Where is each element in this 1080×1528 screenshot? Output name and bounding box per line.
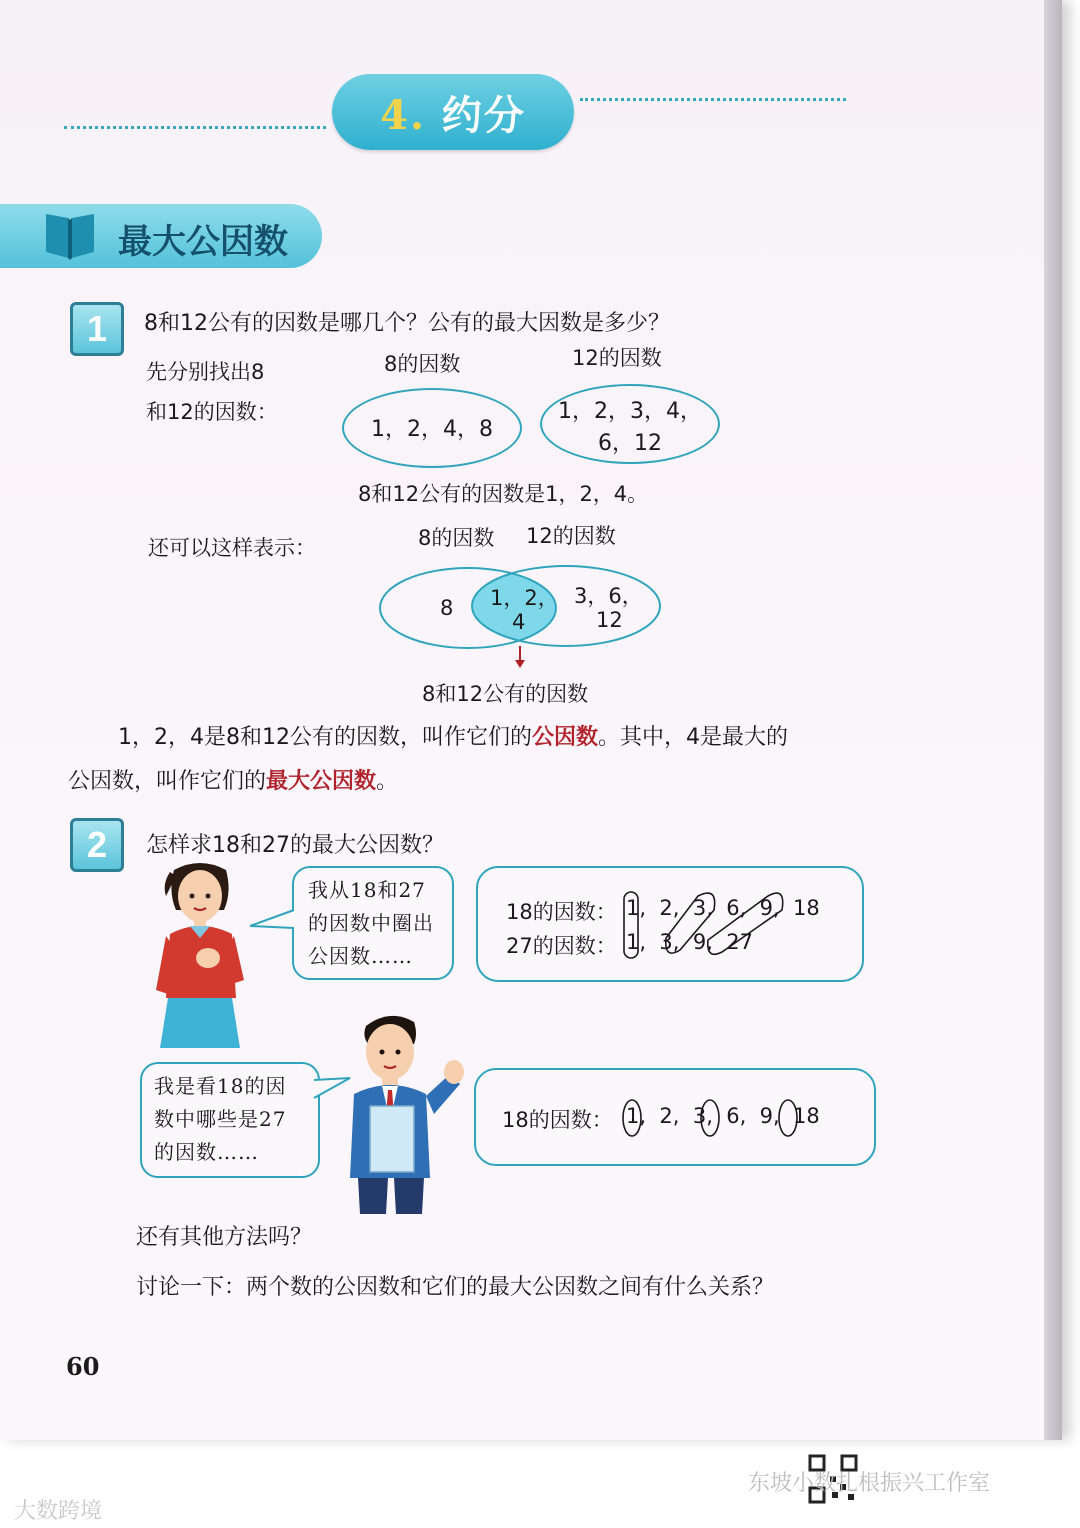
- method-1-circle-marks: [618, 888, 808, 964]
- chapter-title-text: 约分: [441, 92, 526, 139]
- watermark-right: [748, 1466, 990, 1497]
- boy-illustration: [338, 1010, 468, 1214]
- method-1-factors-18-row: 1, 2, 3, 6, 9, 18: [626, 896, 820, 920]
- girl-speech-text: [308, 874, 434, 973]
- girl-speech-line2: 的因数中圈出: [308, 911, 434, 935]
- definition-part1: 1，2，4是8和12公有的因数，叫作它们的: [118, 725, 532, 750]
- factors-8-label: 8的因数: [384, 352, 461, 376]
- method-1-label-18: 18的因数：: [506, 900, 617, 924]
- definition-part4: 。: [376, 769, 399, 794]
- alternative-intro: 还可以这样表示：: [148, 536, 316, 560]
- header-dotted-line-left: [64, 126, 326, 129]
- venn-label-8: 8的因数: [418, 526, 495, 550]
- term-gcd: 最大公因数: [266, 769, 377, 794]
- definition-part2: 。其中，4是最大的: [598, 725, 788, 750]
- book-icon: [42, 206, 98, 262]
- girl-speech-tail: [250, 908, 296, 932]
- chapter-title: [332, 84, 574, 141]
- m2-factor-3: 3: [692, 1104, 707, 1128]
- factor-18-9: 9: [759, 896, 773, 920]
- m2-factor-1: 1: [626, 1104, 640, 1128]
- venn-label-12: 12的因数: [526, 524, 616, 548]
- venn-right-line2: 12: [596, 608, 623, 632]
- method-2-circle-marks: [618, 1096, 808, 1140]
- boy-speech-text: [154, 1070, 286, 1169]
- m2-factor-18: 18: [793, 1104, 820, 1128]
- method-1-label-27: 27的因数：: [506, 934, 617, 958]
- example-1-badge: 1: [70, 302, 124, 356]
- venn-middle-line2: 4: [512, 610, 526, 634]
- header-dotted-line-right: [580, 98, 846, 101]
- factor-18-18: 18: [793, 896, 820, 920]
- factor-27-3: 3: [659, 930, 673, 954]
- factor-27-27: 27: [726, 930, 753, 954]
- method-1-factors-27-row: 1, 3, 9, 27: [626, 930, 753, 954]
- term-common-factor: 公因数: [531, 725, 598, 750]
- factors-12-values-line2: 6，12: [598, 431, 662, 456]
- page-number: 60: [66, 1352, 100, 1381]
- boy-speech-tail: [312, 1076, 352, 1102]
- section-title: 最大公因数: [118, 222, 288, 262]
- watermark-left: [14, 1494, 102, 1525]
- method-2-factors-18-row: 1, 2, 3, 6, 9, 18: [626, 1104, 820, 1128]
- definition-line1: [118, 720, 788, 751]
- factor-27-1: 1: [626, 930, 640, 954]
- factor-18-1: 1: [626, 896, 640, 920]
- common-factors-statement: 8和12公有的因数是1，2，4。: [358, 482, 649, 506]
- boy-speech-line2: 数中哪些是27: [154, 1107, 287, 1131]
- girl-speech-line1: 我从18和27: [308, 878, 426, 902]
- m2-factor-6: 6: [726, 1104, 740, 1128]
- boy-speech-line3: 的因数……: [154, 1140, 259, 1164]
- venn-right-line1: 3，6，: [574, 584, 643, 608]
- factors-12-label: 12的因数: [572, 346, 662, 370]
- boy-speech-line1: 我是看18的因: [154, 1074, 287, 1098]
- factor-18-2: 2: [659, 896, 673, 920]
- example-2-badge: 2: [70, 818, 124, 872]
- other-methods-question: 还有其他方法吗？: [136, 1225, 313, 1250]
- factor-27-9: 9: [692, 930, 707, 954]
- venn-middle-line1: 1，2，: [490, 586, 559, 610]
- watermark-right-text: 东坡小数扎根振兴工作室: [748, 1471, 991, 1496]
- example-2-question: 怎样求18和27的最大公因数？: [146, 833, 444, 858]
- venn-left-value: 8: [440, 596, 454, 620]
- girl-speech-line3: 公因数……: [308, 944, 413, 968]
- example-1-instruction-line1: 先分别找出8: [146, 360, 265, 384]
- m2-factor-2: 2: [659, 1104, 673, 1128]
- factors-8-values: 1，2，4，8: [371, 417, 493, 442]
- chapter-number: 4.: [380, 92, 426, 139]
- girl-illustration: [150, 862, 250, 1054]
- m2-factor-9: 9: [759, 1104, 773, 1128]
- method-2-label-18: 18的因数：: [502, 1108, 613, 1132]
- example-1-question: 8和12公有的因数是哪几个？公有的最大因数是多少？: [144, 311, 670, 336]
- factors-12-values-line1: 1，2，3，4，: [558, 399, 702, 424]
- definition-part3: 公因数，叫作它们的: [68, 769, 267, 794]
- discussion-prompt: 讨论一下：两个数的公因数和它们的最大公因数之间有什么关系？: [136, 1275, 775, 1300]
- definition-line2: [68, 764, 398, 795]
- example-1-instruction-line2: 和12的因数：: [146, 400, 278, 424]
- factor-18-3: 3: [692, 896, 707, 920]
- page-edge: [1044, 0, 1062, 1440]
- factor-18-6: 6: [726, 896, 740, 920]
- venn-arrow-head: [515, 660, 525, 668]
- watermark-left-text: 大数跨境: [14, 1499, 103, 1524]
- venn-caption: 8和12公有的因数: [422, 682, 589, 706]
